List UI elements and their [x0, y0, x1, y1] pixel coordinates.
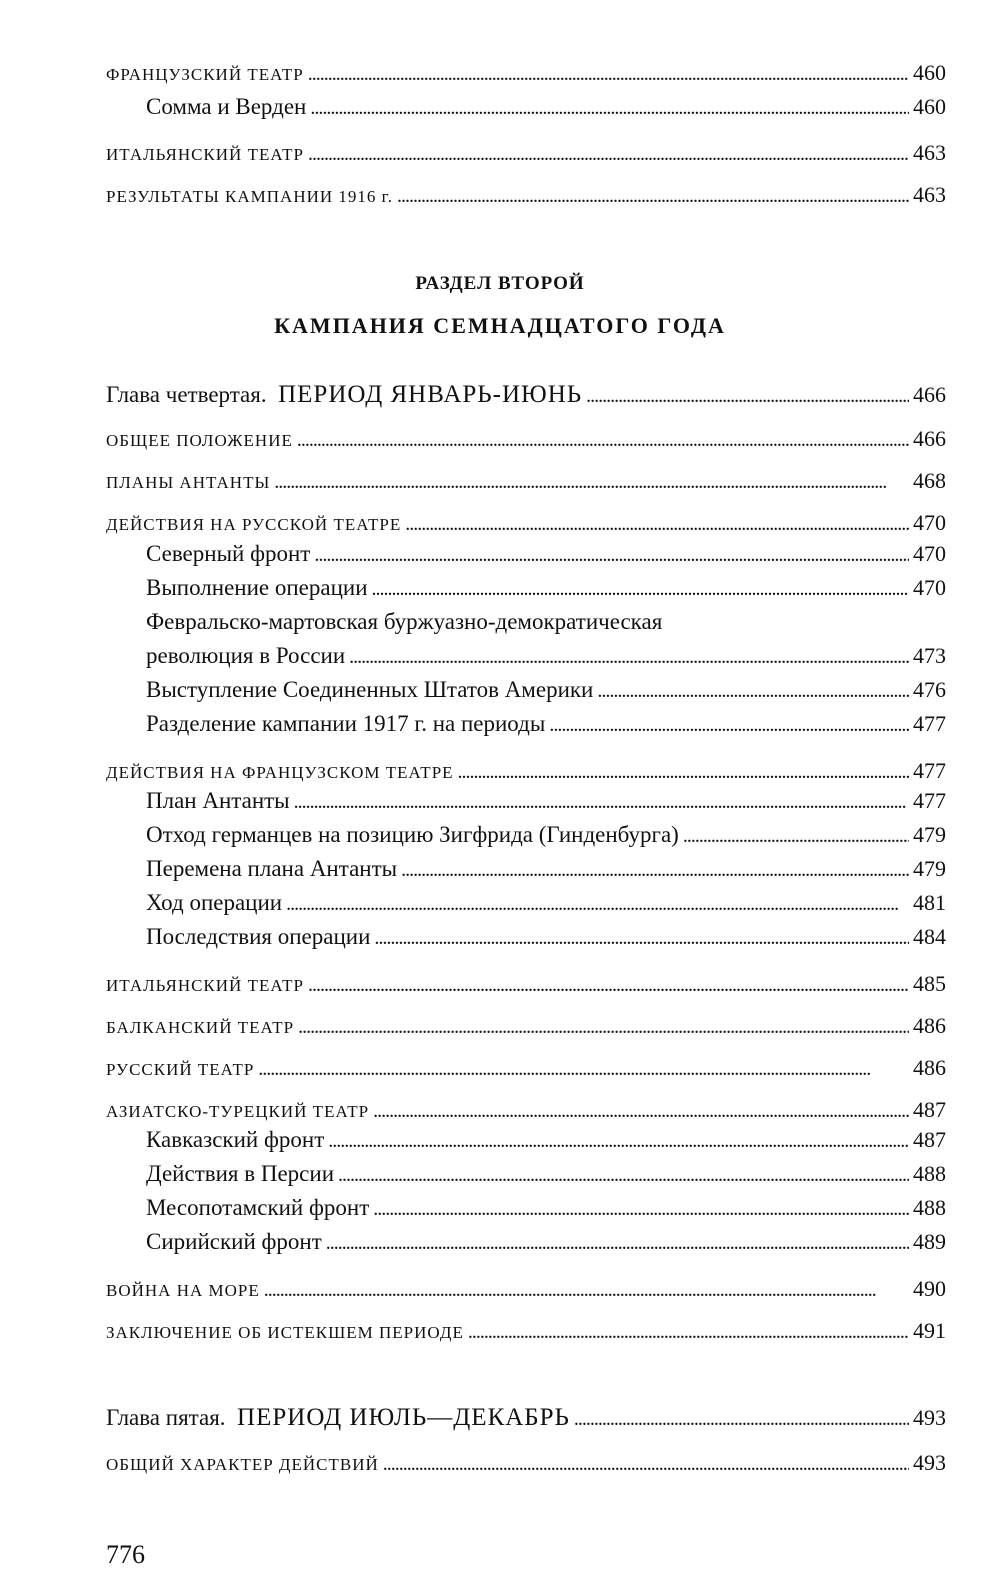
- toc-entry-page: 486: [913, 1013, 946, 1038]
- toc-entry: [146, 924, 946, 950]
- chapter-prefix: Глава пятая.: [106, 1405, 226, 1430]
- dot-leader: [349, 646, 909, 669]
- dot-leader: [586, 385, 909, 408]
- dot-leader: [274, 471, 909, 494]
- toc-entry-page: 479: [913, 822, 946, 847]
- dot-leader: [683, 825, 909, 848]
- toc-entry-page: 488: [913, 1161, 946, 1186]
- dot-leader: [405, 513, 909, 536]
- toc-entry-page: 470: [913, 541, 946, 566]
- toc-entry-title: Месопотамский фронт: [146, 1195, 370, 1220]
- toc-entry: [106, 140, 946, 166]
- toc-entry-page: 489: [913, 1229, 946, 1254]
- dot-leader: [373, 1198, 909, 1221]
- toc-entry: [146, 890, 946, 916]
- toc-entry-title: РУССКИЙ ТЕАТР: [106, 1060, 255, 1079]
- dot-leader: [298, 1016, 909, 1039]
- dot-leader: [574, 1408, 909, 1431]
- toc-entry-title: Отход германцев на позицию Зигфрида (Гинденбурга): [146, 822, 679, 847]
- toc-entry-page: 484: [913, 924, 946, 949]
- toc-entry-page: 473: [913, 643, 946, 668]
- toc-entry-title: Ход операции: [146, 890, 283, 915]
- dot-leader: [458, 761, 909, 784]
- toc-entry-title: План Антанты: [146, 788, 290, 813]
- dot-leader: [383, 1453, 909, 1476]
- dot-leader: [397, 185, 909, 208]
- toc-entry: [146, 643, 946, 669]
- dot-leader: [468, 1321, 909, 1344]
- dot-leader: [308, 974, 909, 997]
- toc-entry: [146, 1229, 946, 1255]
- toc-entry-title-line1: Февральско-мартовская буржуазно-демократическая: [146, 609, 663, 634]
- toc-entry: [146, 711, 946, 737]
- chapter-page: 466: [913, 382, 946, 407]
- toc-entry: [106, 1013, 946, 1039]
- toc-entry-page: 460: [913, 94, 946, 119]
- toc-entry: [146, 1127, 946, 1153]
- dot-leader: [308, 63, 909, 86]
- chapter-title: [106, 1404, 570, 1432]
- dot-leader: [297, 429, 909, 452]
- toc-entry-title: ОБЩИЙ ХАРАКТЕР ДЕЙСТВИЙ: [106, 1455, 379, 1474]
- toc-entry: [106, 468, 946, 494]
- toc-entry-page: 487: [913, 1097, 946, 1122]
- toc-entry: [146, 541, 946, 567]
- chapter-title: [106, 381, 582, 409]
- toc-entry-page: 470: [913, 575, 946, 600]
- toc-entry-title: Северный фронт: [146, 541, 311, 566]
- toc-entry-title: революция в России: [146, 643, 346, 668]
- toc-entry-title: Кавказский фронт: [146, 1127, 325, 1152]
- toc-entry-page: 477: [913, 788, 946, 813]
- toc-entry-title: ЗАКЛЮЧЕНИЕ ОБ ИСТЕКШЕМ ПЕРИОДЕ: [106, 1323, 464, 1342]
- dot-leader: [549, 714, 909, 737]
- toc-entry: [106, 426, 946, 452]
- dot-leader: [372, 578, 909, 601]
- toc-entry-page: 463: [913, 140, 946, 165]
- toc-entry: [106, 1450, 946, 1476]
- dot-leader: [294, 791, 909, 814]
- toc-entry-title: Последствия операции: [146, 924, 371, 949]
- dot-leader: [338, 1164, 909, 1187]
- chapter-heading: [106, 1404, 946, 1432]
- toc-entry: [146, 822, 946, 848]
- toc-entry-title: БАЛКАНСКИЙ ТЕАТР: [106, 1018, 295, 1037]
- toc-entry-title: ИТАЛЬЯНСКИЙ ТЕАТР: [106, 976, 304, 995]
- toc-entry-page: 487: [913, 1127, 946, 1152]
- toc-entry-title: ФРАНЦУЗСКИЙ ТЕАТР: [106, 65, 304, 84]
- dot-leader: [264, 1279, 909, 1302]
- toc-entry-page: 491: [913, 1318, 946, 1343]
- dot-leader: [373, 1100, 909, 1123]
- toc-entry: [106, 758, 946, 784]
- toc-entry: [106, 971, 946, 997]
- chapter-name: ПЕРИОД ИЮЛЬ—ДЕКАБРЬ: [237, 1404, 570, 1431]
- toc-entry-title: Действия в Персии: [146, 1161, 334, 1186]
- toc-entry-page: 486: [913, 1055, 946, 1080]
- dot-leader: [286, 893, 909, 916]
- toc-entry: [106, 510, 946, 536]
- toc-entry: [146, 1161, 946, 1187]
- toc-entry: [146, 1195, 946, 1221]
- chapter-prefix: Глава четвертая.: [106, 382, 267, 407]
- toc-entry-title: ПЛАНЫ АНТАНТЫ: [106, 473, 271, 492]
- dot-leader: [401, 859, 909, 882]
- toc-entry-title: Выступление Соединенных Штатов Америки: [146, 677, 594, 702]
- toc-entry: [106, 1097, 946, 1123]
- toc-entry-title: Разделение кампании 1917 г. на периоды: [146, 711, 546, 736]
- toc-entry: [146, 575, 946, 601]
- toc-entry-title: ВОЙНА НА МОРЕ: [106, 1281, 260, 1300]
- toc-entry-page: 477: [913, 711, 946, 736]
- toc-entry: [146, 788, 946, 814]
- toc-entry-page: 468: [913, 468, 946, 493]
- toc-entry: [106, 1276, 946, 1302]
- toc-entry: [146, 677, 946, 703]
- dot-leader: [326, 1232, 909, 1255]
- toc-entry-page: 460: [913, 60, 946, 85]
- toc-entry-title: Сомма и Верден: [146, 94, 307, 119]
- toc-entry-page: 490: [913, 1276, 946, 1301]
- chapter-heading: [106, 381, 946, 409]
- toc-entry-page: 466: [913, 426, 946, 451]
- toc-entry: [146, 94, 946, 120]
- section-label: РАЗДЕЛ ВТОРОЙ: [415, 273, 585, 294]
- section-title: КАМПАНИЯ СЕМНАДЦАТОГО ГОДА: [274, 313, 726, 338]
- toc-entry-title: Сирийский фронт: [146, 1229, 322, 1254]
- dot-leader: [597, 680, 909, 703]
- toc-entry-page: 479: [913, 856, 946, 881]
- toc-entry-page: 488: [913, 1195, 946, 1220]
- toc-entry-page: 477: [913, 758, 946, 783]
- page-number: 776: [106, 1540, 145, 1569]
- toc-entry-title: Выполнение операции: [146, 575, 368, 600]
- toc-entry-page: 476: [913, 677, 946, 702]
- dot-leader: [310, 97, 909, 120]
- toc-entry-title: АЗИАТСКО-ТУРЕЦКИЙ ТЕАТР: [106, 1102, 370, 1121]
- toc-entry: [146, 856, 946, 882]
- toc-entry-page: 485: [913, 971, 946, 996]
- dot-leader: [374, 927, 909, 950]
- dot-leader: [258, 1058, 909, 1081]
- chapter-page: 493: [913, 1405, 946, 1430]
- toc-entry-title: ДЕЙСТВИЯ НА РУССКОЙ ТЕАТРЕ: [106, 515, 402, 534]
- toc-entry-title: ОБЩЕЕ ПОЛОЖЕНИЕ: [106, 431, 293, 450]
- toc-entry: [106, 60, 946, 86]
- dot-leader: [308, 143, 909, 166]
- toc-entry-title: ДЕЙСТВИЯ НА ФРАНЦУЗСКОМ ТЕАТРЕ: [106, 763, 454, 782]
- toc-entry: [106, 182, 946, 208]
- toc-entry-title: Перемена плана Антанты: [146, 856, 398, 881]
- toc-entry: [106, 1055, 946, 1081]
- toc-entry-page: 493: [913, 1450, 946, 1475]
- toc-entry-title: ИТАЛЬЯНСКИЙ ТЕАТР: [106, 145, 304, 164]
- toc-entry-title: РЕЗУЛЬТАТЫ КАМПАНИИ 1916 г.: [106, 187, 393, 206]
- toc-entry: [106, 1318, 946, 1344]
- toc-entry-page: 481: [913, 890, 946, 915]
- toc-entry-page: 463: [913, 182, 946, 207]
- dot-leader: [314, 544, 909, 567]
- dot-leader: [328, 1130, 909, 1153]
- chapter-name: ПЕРИОД ЯНВАРЬ-ИЮНЬ: [278, 381, 583, 408]
- toc-entry-page: 470: [913, 510, 946, 535]
